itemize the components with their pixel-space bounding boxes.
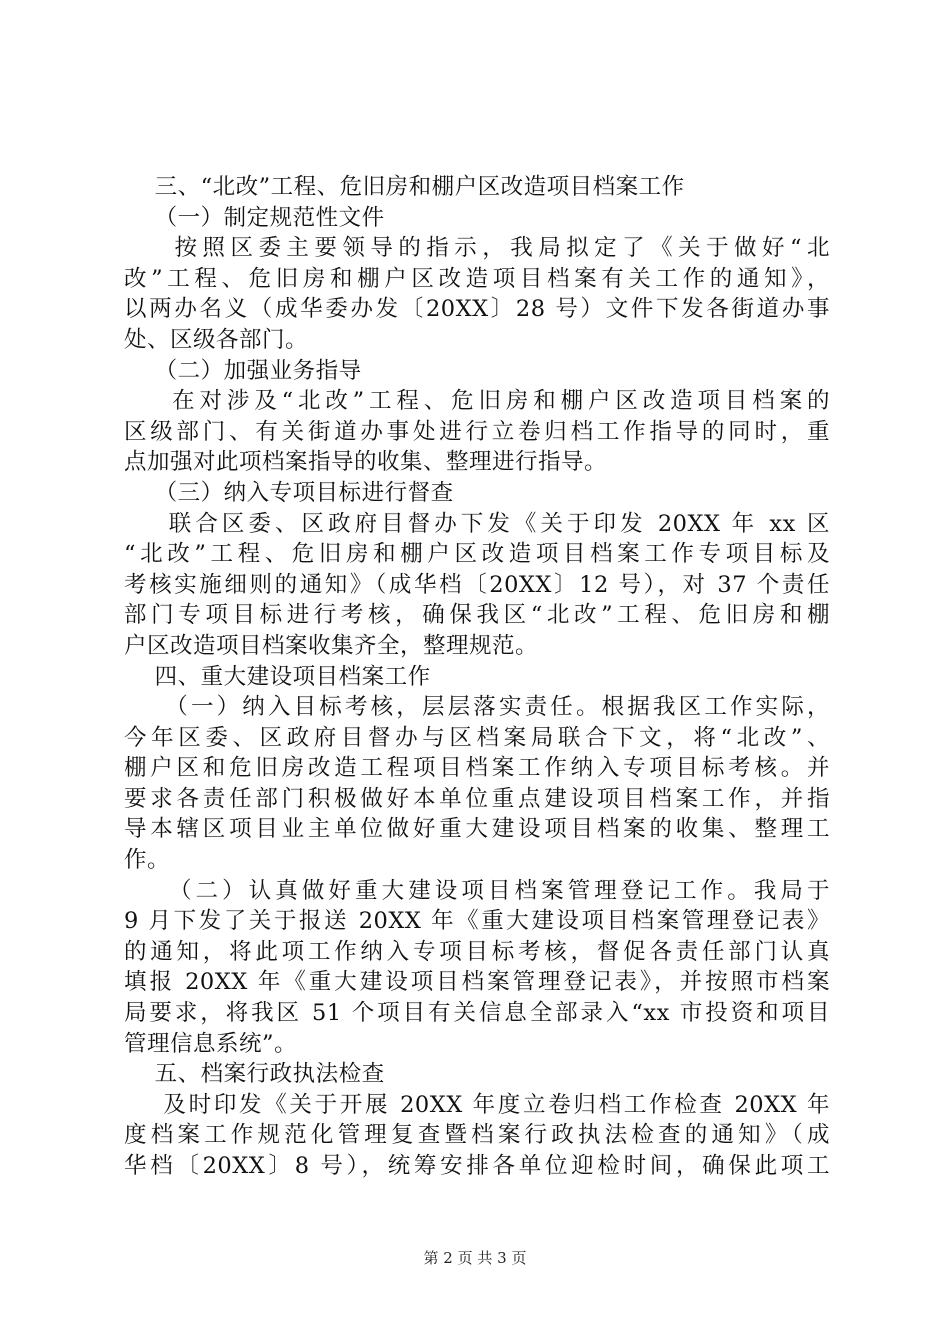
text-line: 按照区委主要领导的指示，我局拟定了《关于做好“北: [124, 235, 830, 262]
text-line: “北改”工程、危旧房和棚户区改造项目档案工作专项目标及: [124, 541, 830, 568]
text-line: 区级部门、有关街道办事处进行立卷归档工作指导的同时，重: [124, 418, 830, 445]
text-line: 考核实施细则的通知》（成华档〔20XX〕12 号），对 37 个责任: [124, 571, 830, 598]
text-line: 及时印发《关于开展 20XX 年度立卷归档工作检查 20XX 年: [124, 1091, 830, 1118]
body-text: [124, 172, 830, 1182]
text-line: 改”工程、危旧房和棚户区改造项目档案有关工作的通知》，: [124, 265, 830, 292]
text-line: 三、“北改”工程、危旧房和棚户区改造项目档案工作: [124, 174, 685, 200]
text-line: 要求各责任部门积极做好本单位重点建设项目档案工作，并指: [124, 785, 830, 812]
text-line: 度档案工作规范化管理复查暨档案行政执法检查的通知》（成: [124, 1122, 830, 1149]
text-line: 在对涉及“北改”工程、危旧房和棚户区改造项目档案的: [124, 388, 830, 415]
text-line: 联合区委、区政府目督办下发《关于印发 20XX 年 xx 区: [124, 510, 830, 537]
text-line: 以两办名义（成华委办发〔20XX〕28 号）文件下发各街道办事: [124, 296, 830, 323]
page-footer: 第 2 页 共 3 页: [423, 1249, 527, 1267]
text-line: 管理信息系统”。: [124, 1030, 298, 1057]
text-line: （一）纳入目标考核，层层落实责任。根据我区工作实际，: [124, 694, 830, 721]
text-line: 局要求，将我区 51 个项目有关信息全部录入“xx 市投资和项目: [124, 1000, 830, 1027]
text-line: 填报 20XX 年《重大建设项目档案管理登记表》，并按照市档案: [124, 969, 830, 996]
text-line: （一）制定规范性文件: [124, 204, 385, 231]
text-line: 9 月下发了关于报送 20XX 年《重大建设项目档案管理登记表》: [124, 908, 830, 935]
text-line: 的通知，将此项工作纳入专项目标考核，督促各责任部门认真: [124, 938, 830, 965]
text-line: 华档〔20XX〕8 号），统筹安排各单位迎检时间，确保此项工: [124, 1153, 830, 1179]
text-line: 处、区级各部门。: [124, 326, 309, 353]
text-line: 四、重大建设项目档案工作: [124, 663, 431, 690]
text-line: 部门专项目标进行考核，确保我区“北改”工程、危旧房和棚: [124, 602, 830, 629]
text-line: 点加强对此项档案指导的收集、整理进行指导。: [124, 449, 608, 476]
text-line: 作。: [124, 847, 171, 874]
text-line: 户区改造项目档案收集齐全，整理规范。: [124, 632, 539, 659]
text-line: 五、档案行政执法检查: [124, 1061, 385, 1088]
text-line: （三）纳入专项目标进行督查: [124, 479, 454, 506]
text-line: 今年区委、区政府目督办与区档案局联合下文，将“北改”、: [124, 724, 830, 751]
text-line: 导本辖区项目业主单位做好重大建设项目档案的收集、整理工: [124, 816, 830, 843]
text-line: 棚户区和危旧房改造工程项目档案工作纳入专项目标考核。并: [124, 755, 830, 782]
text-line: （二）认真做好重大建设项目档案管理登记工作。我局于: [124, 877, 830, 904]
text-line: （二）加强业务指导: [124, 357, 362, 384]
